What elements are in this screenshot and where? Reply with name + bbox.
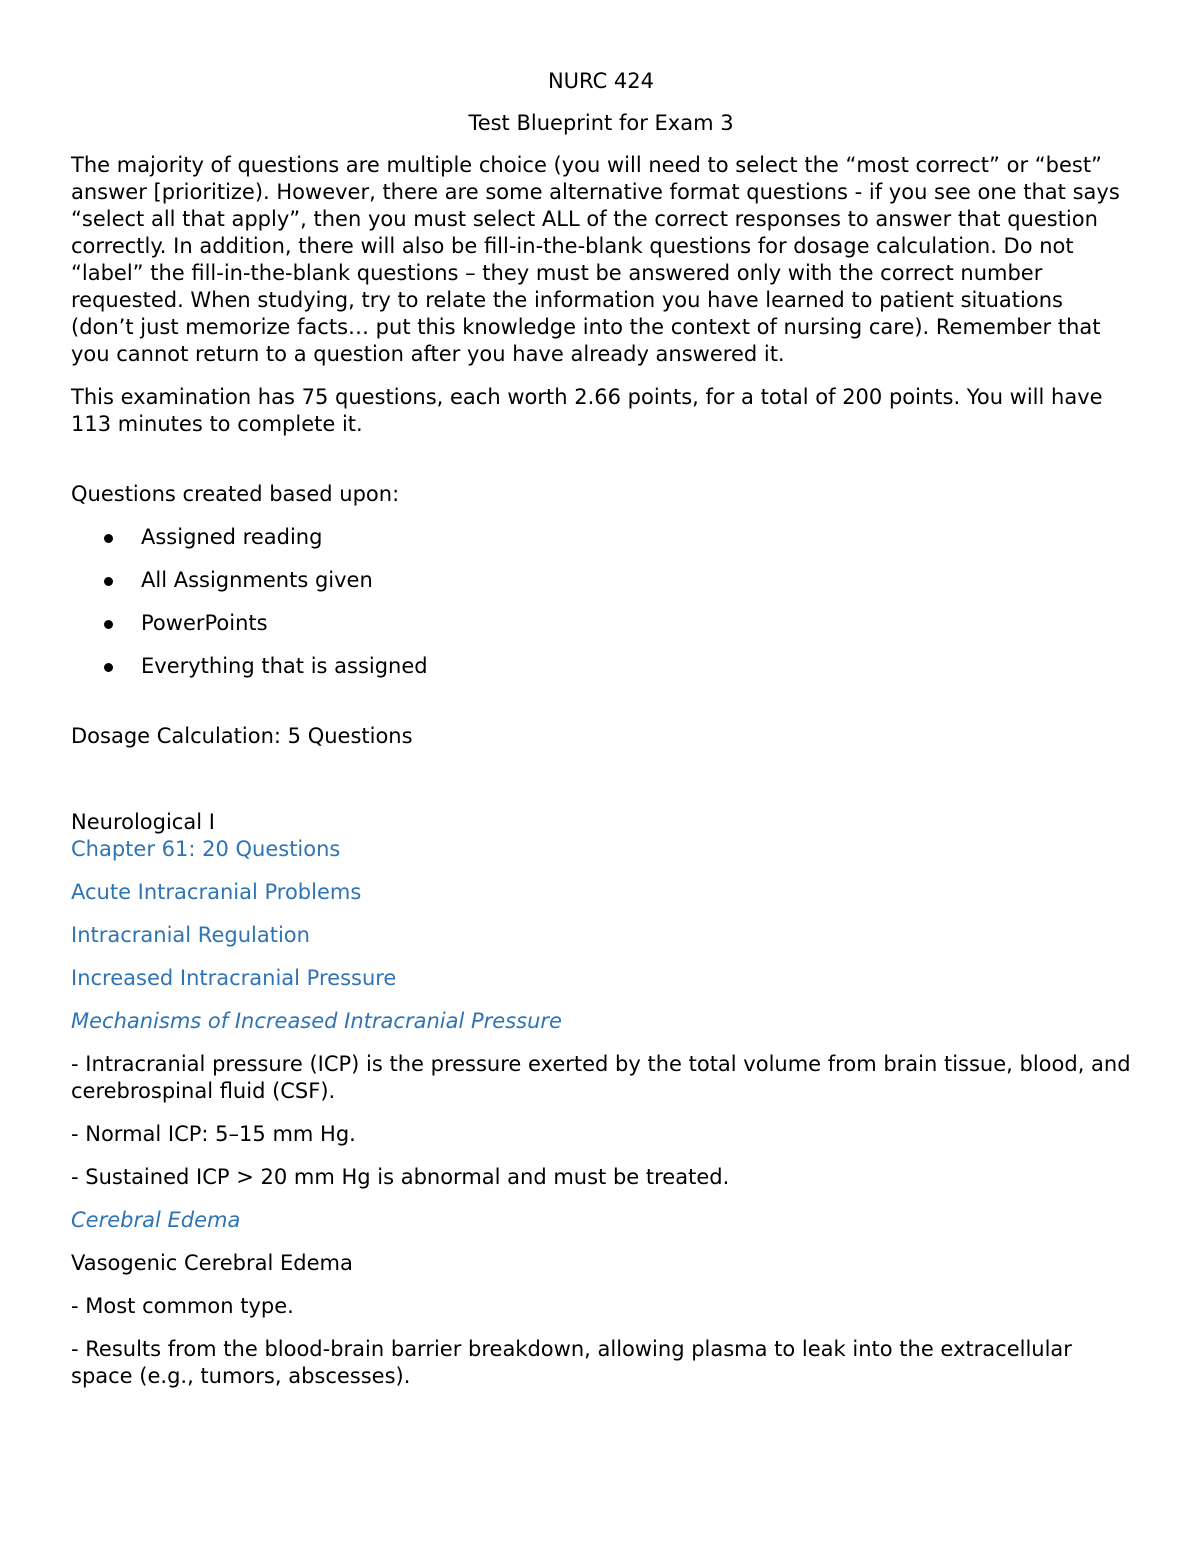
section-heading: Neurological I	[71, 810, 215, 834]
document-page	[71, 68, 1131, 1406]
topic-heading: Increased Intracranial Pressure	[71, 966, 397, 990]
list-item	[71, 524, 1131, 551]
dosage-calculation-line: Dosage Calculation: 5 Questions	[71, 724, 413, 748]
bullet-icon	[104, 534, 113, 543]
bullet-icon	[104, 577, 113, 586]
subheading: Mechanisms of Increased Intracranial Pressure	[71, 1009, 562, 1033]
course-code: NURC 424	[547, 69, 655, 93]
document-title: Test Blueprint for Exam 3	[468, 111, 734, 135]
bullet-icon	[104, 663, 113, 672]
list-item-label: Assigned reading	[141, 525, 323, 549]
list-item-label: Everything that is assigned	[141, 654, 428, 678]
list-item	[71, 567, 1131, 594]
list-item-label: PowerPoints	[141, 611, 268, 635]
note-line: - Intracranial pressure (ICP) is the pressure exerted by the total volume from brain tissue, blood, and cerebrospinal fluid (CSF).	[71, 1052, 1131, 1103]
list-item-label: All Assignments given	[141, 568, 373, 592]
blank-line	[71, 438, 1131, 481]
note-line: - Normal ICP: 5–15 mm Hg.	[71, 1122, 356, 1146]
note-line: - Sustained ICP > 20 mm Hg is abnormal and must be treated.	[71, 1165, 730, 1189]
edema-type-heading: Vasogenic Cerebral Edema	[71, 1251, 353, 1275]
note-line: - Results from the blood-brain barrier breakdown, allowing plasma to leak into the extracellular space (e.g., tumors, abscesses).	[71, 1337, 1072, 1388]
bullet-icon	[104, 620, 113, 629]
topic-heading: Intracranial Regulation	[71, 923, 310, 947]
basis-list	[71, 524, 1131, 680]
blank-line	[71, 696, 1131, 723]
intro-paragraph: The majority of questions are multiple choice (you will need to select the “most correct” or “best” answer [prioritize). However, there are some alternative format questions - if you see one that says “select all that apply”, then you must select ALL of the correct responses to answer that question correctly. In addition, there will also be fill-in-the-blank questions for dosage calculation. Do not “label” the fill-in-the-blank questions – they must be answered only with the correct number requested. When studying, try to relate the information you have learned to patient situations (don’t just memorize facts… put this knowledge into the context of nursing care). Remember that you cannot return to a question after you have already answered it.	[71, 153, 1120, 366]
chapter-heading: Chapter 61: 20 Questions	[71, 837, 341, 861]
note-line: - Most common type.	[71, 1294, 294, 1318]
basis-heading: Questions created based upon:	[71, 482, 400, 506]
list-item	[71, 653, 1131, 680]
subheading: Cerebral Edema	[71, 1208, 241, 1232]
exam-details-paragraph: This examination has 75 questions, each worth 2.66 points, for a total of 200 points. You will have 113 minutes to complete it.	[71, 385, 1103, 436]
blank-line	[71, 750, 1131, 793]
list-item	[71, 610, 1131, 637]
topic-heading: Acute Intracranial Problems	[71, 880, 362, 904]
blank-line	[71, 793, 1131, 809]
